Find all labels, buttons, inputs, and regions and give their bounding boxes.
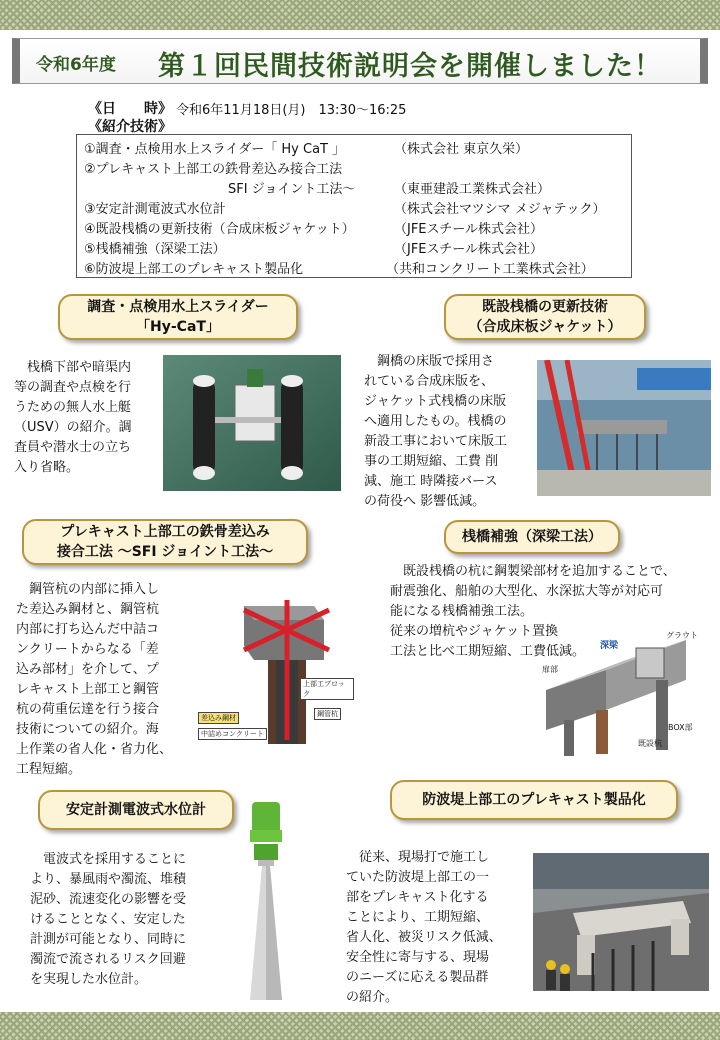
body-line: より、暴風雨や濁流、堆積 (30, 872, 187, 887)
body-line: 事の工期短縮、工費 削 (364, 454, 499, 469)
body-line: 電波式を採用することに (30, 852, 187, 867)
body-line: を実現した水位計。 (30, 972, 148, 987)
tech-item-name: ③安定計測電波式水位計 (84, 202, 226, 217)
breakwater-title-pill (390, 780, 678, 820)
body-line: の荷役へ 影響低減。 (364, 494, 486, 509)
body-line: （USV）の紹介。調 (14, 420, 132, 435)
tech-item-name: ②プレキャスト上部工の鉄骨差込み接合工法 (84, 162, 343, 177)
date-label: 《日 時》 (88, 101, 172, 117)
body-line: 上作業の省人化・省力化、 (16, 742, 173, 757)
fig-steel-pile-label: 鋼管杭 (314, 708, 341, 720)
body-line: 泥砂、流速変化の影響を受 (30, 892, 187, 907)
jacket-crane-photo (537, 360, 711, 496)
sfi-joint-diagram (194, 590, 354, 750)
sfi-title-line2: 接合工法 ～SFI ジョイント工法～ (56, 544, 274, 560)
intro-label: 《紹介技術》 (88, 119, 172, 135)
body-line: 耐震強化、船舶の大型化、水深拡大等が対応可 (390, 584, 664, 599)
tech-item-name: ⑤桟橋補強（深梁工法） (84, 242, 226, 257)
fig-grout-label: グラウト (666, 631, 698, 640)
tech-item-company: （株式会社 東京久栄） (394, 142, 529, 157)
body-line: た差込み鋼材と、鋼管杭 (16, 602, 160, 617)
fig-box-label: BOX部 (668, 723, 693, 732)
tech-item-company: （JFEスチール株式会社） (394, 222, 544, 237)
hycat-body (14, 358, 164, 478)
tech-item-name: ④既設桟橋の更新技術（合成床板ジャケット） (84, 222, 355, 237)
body-line: 濁流で流されるリスク回避 (30, 952, 186, 967)
body-line: ことにより、工期短縮、 (346, 910, 490, 925)
fig-door-label: 扉部 (542, 665, 558, 674)
body-line: 技術についての紹介。海 (16, 722, 159, 737)
fig-deep-beam-label: 深梁 (600, 641, 619, 651)
body-line: レキャスト上部工と鋼管 (16, 682, 160, 697)
body-line: 栈橋下部や暗渠内 (14, 360, 132, 375)
sfi-body (16, 580, 194, 780)
tech-item-name: ⑥防波堤上部工のプレキャスト製品化 (84, 262, 304, 277)
body-line: 杭の荷重伝達を行う接合 (16, 702, 160, 717)
bottom-decorative-band (0, 1012, 720, 1040)
body-line: 省人化、被災リスク低減、 (346, 930, 502, 945)
jacket-title-line2: （合成床板ジャケット） (468, 319, 622, 335)
body-line: へ適用したもの。桟橋の (364, 414, 507, 429)
body-line: 安全性に寄与する、現場 (346, 950, 490, 965)
tech-item-company: （株式会社マツシマ メジャテック） (394, 202, 606, 217)
radar-title: 安定計測電波式水位計 (66, 802, 206, 818)
body-line: の紹介。 (346, 990, 399, 1005)
body-line: うための無人水上艇 (14, 400, 132, 415)
tech-item-name: SFI ジョイント工法～ (228, 182, 356, 197)
sfi-title-line1: プレキャスト上部工の鉄骨差込み (60, 524, 270, 540)
tech-item-name: ①調査・点検用水上スライダー「 Hy CaT 」 (84, 142, 346, 157)
hycat-title-line1: 調査・点検用水上スライダー (87, 299, 269, 315)
radar-title-pill (38, 790, 234, 830)
body-line: 工程短縮。 (16, 762, 82, 777)
hycat-title-pill (58, 294, 298, 340)
fig-existing-pile-label: 既設杭 (638, 739, 662, 748)
page-title: 第１回民間技術説明会を開催しました！ (158, 51, 662, 82)
hycat-title-line2: 「Hy-CaT」 (136, 319, 220, 335)
body-line: ンクリートからなる「差 (16, 642, 159, 657)
body-line: 込み部材」を介して、プ (16, 662, 159, 677)
top-decorative-band (0, 0, 720, 30)
breakwater-site-photo (533, 853, 709, 991)
body-line: 既設桟橋の杭に鋼製梁部材を追加することで、 (390, 564, 676, 579)
body-line: のニーズに応える製品群 (346, 970, 489, 985)
body-line: 査員や潜水士の立ち (14, 440, 132, 455)
breakwater-title: 防波堤上部工のプレキャスト製品化 (422, 792, 646, 808)
body-line: ジャケット式桟橋の床版 (364, 394, 507, 409)
jacket-title-pill (444, 294, 646, 340)
body-line: 部をプレキャスト化する (346, 890, 489, 905)
beam-title-pill (444, 520, 620, 554)
radar-gauge-photo (236, 800, 296, 1006)
body-line: ていた防波堤上部工の一 (346, 870, 490, 885)
body-line: 工法と比べ工期短縮、工費低減。 (390, 644, 586, 659)
fig-upper-block-label: 上部工ブロック (300, 678, 354, 700)
body-line: 減、施工 時隣接バース (364, 474, 498, 489)
breakwater-body (346, 848, 532, 1008)
radar-body (30, 850, 216, 990)
body-line: 入り省略。 (14, 460, 80, 475)
beam-diagram (536, 630, 712, 760)
body-line: れている合成床版を、 (364, 374, 495, 389)
hycat-drone-photo (163, 355, 341, 491)
body-line: 計測が可能となり、同時に (30, 932, 187, 947)
body-line: 鋼管杭の内部に挿入し (16, 582, 160, 597)
body-line: 従来、現場打で施工し (346, 850, 490, 865)
fig-fill-concrete-label: 中詰めコンクリート (198, 728, 267, 740)
tech-item-company: （東亜建設工業株式会社） (394, 182, 551, 197)
title-year: 令和6年度 (36, 55, 116, 75)
jacket-body (364, 352, 536, 512)
body-line: 従来の増杭やジャケット置換 (390, 624, 559, 639)
jacket-title-line1: 既設桟橋の更新技術 (482, 299, 608, 315)
body-line: 新設工事において床版工 (364, 434, 508, 449)
sfi-title-pill (22, 519, 308, 565)
beam-title: 桟橋補強（深梁工法） (462, 529, 602, 545)
body-line: 能になる桟橋補強工法。 (390, 604, 534, 619)
body-line: 内部に打ち込んだ中詰コ (16, 622, 160, 637)
date-value: 令和6年11月18日(月) 13:30～16:25 (176, 103, 407, 118)
body-line: 鋼橋の床版で採用さ (364, 354, 495, 369)
body-line: けることとなく、安定した (30, 912, 186, 927)
body-line: 等の調査や点検を行 (14, 380, 132, 395)
tech-item-company: （JFEスチール株式会社） (394, 242, 544, 257)
tech-item-company: （共和コンクリート工業株式会社） (386, 262, 594, 277)
fig-insert-steel-label: 差込み鋼材 (198, 712, 239, 724)
